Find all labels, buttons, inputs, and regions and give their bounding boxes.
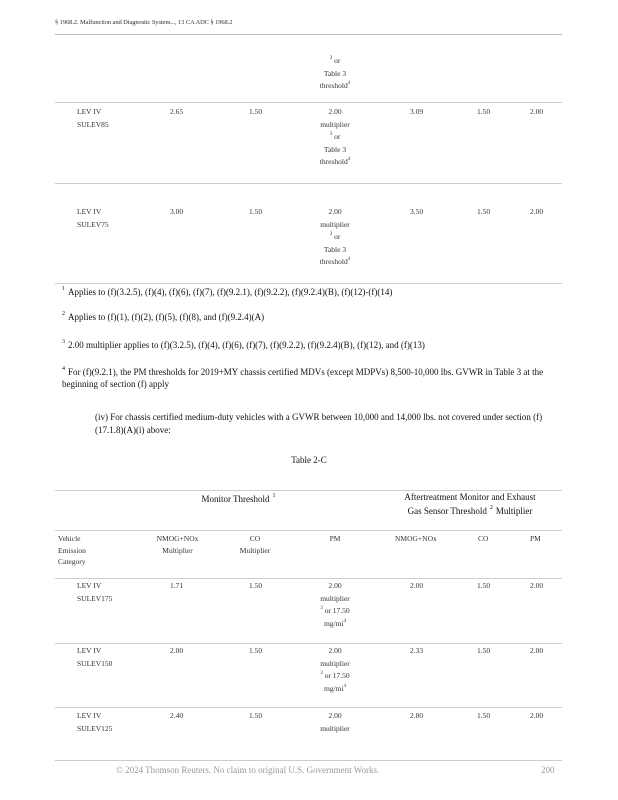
column-header-pm: PM: [329, 534, 341, 543]
row-divider: [55, 578, 562, 579]
table-bottom-divider: [55, 283, 562, 284]
co-value: 1.50: [249, 646, 263, 655]
aftertreatment-nmog-value: 2.80: [410, 711, 424, 720]
footnote-4: $^4$ For (f)(9.2.1), the PM thresholds for 2019+MY chassis certified MDVs (except MDPVs) 8,500-10,000 lbs. GVWR in Table 3 at the beginning of section (f) apply: [62, 366, 544, 389]
nmog-nox-value: 2.40: [170, 711, 184, 720]
aftertreatment-nmog-value: 2.00: [410, 581, 424, 590]
pm-cell: 2.00 multiplier: [320, 711, 350, 733]
category-cell: LEV IV SULEV75: [77, 207, 109, 229]
aftertreatment-pm-value: 2.00: [530, 711, 544, 720]
pm-cell-continued: $^3$ or Table 3 threshold$^4$: [319, 56, 351, 90]
row-divider: [55, 707, 562, 708]
nmog-nox-value: 2.65: [170, 107, 184, 116]
section-paragraph: (iv) For chassis certified medium-duty vehicles with a GVWR between 10,000 and 14,000 lbs. not covered under section (f)(17.1.8)(A)(i) above:: [95, 412, 543, 435]
row-divider: [55, 183, 562, 184]
table-title: Table 2-C: [291, 455, 327, 465]
pm-cell: 2.00 multiplier $^3$ or 17.50 $mg/mi^4$: [320, 646, 350, 693]
aftertreatment-nmog-value: 3.09: [410, 107, 424, 116]
aftertreatment-co-value: 1.50: [477, 711, 491, 720]
aftertreatment-header: Aftertreatment Monitor and Exhaust Gas Sensor Threshold $^2$ Multiplier: [404, 492, 536, 516]
co-value: 1.50: [249, 581, 263, 590]
category-cell: LEV IV SULEV150: [77, 646, 113, 668]
header-row-divider: [55, 530, 562, 531]
co-value: 1.50: [249, 711, 263, 720]
column-header-aftertreatment-co: CO: [478, 534, 489, 543]
nmog-nox-value: 3.00: [170, 207, 184, 216]
column-header-category: Vehicle Emission Category: [58, 534, 86, 566]
pm-cell: 2.00 multiplier $^3$ or 17.50 $mg/mi^4$: [320, 581, 350, 628]
column-header-aftertreatment-pm: PM: [530, 534, 541, 543]
aftertreatment-co-value: 1.50: [477, 646, 491, 655]
row-divider: [55, 102, 562, 103]
category-cell: LEV IV SULEV85: [77, 107, 109, 129]
nmog-nox-value: 2.00: [170, 646, 184, 655]
aftertreatment-nmog-value: 3.50: [410, 207, 424, 216]
co-value: 1.50: [249, 207, 263, 216]
category-cell: LEV IV SULEV125: [77, 711, 113, 733]
page-number: 200: [541, 765, 555, 775]
row-divider: [55, 643, 562, 644]
footnote-3: $^3$ 2.00 multiplier applies to (f)(3.2.5), (f)(4), (f)(6), (f)(7), (f)(9.2.2), (f)(9.2.4)(B), (f)(12), and (f)(13): [62, 339, 425, 350]
column-header-co: CO Multiplier: [239, 534, 271, 555]
aftertreatment-pm-value: 2.00: [530, 581, 544, 590]
aftertreatment-pm-value: 2.00: [530, 646, 544, 655]
column-header-aftertreatment-nmog: NMOG+NOx: [395, 534, 437, 543]
category-cell: LEV IV SULEV175: [77, 581, 113, 603]
footnote-1: $^1$ Applies to (f)(3.2.5), (f)(4), (f)(6), (f)(7), (f)(9.2.1), (f)(9.2.2), (f)(9.2.4)(B), (f)(12)-(f)(14): [62, 286, 393, 297]
copyright-notice: © 2024 Thomson Reuters. No claim to original U.S. Government Works.: [116, 765, 380, 775]
aftertreatment-co-value: 1.50: [477, 207, 491, 216]
footnote-2: $^2$ Applies to (f)(1), (f)(2), (f)(5), (f)(8), and (f)(9.2.4)(A): [62, 311, 265, 322]
pm-cell: 2.00 multiplier $^3$ or Table 3 threshold$^4$: [319, 207, 351, 266]
footer-divider: [55, 760, 562, 761]
aftertreatment-pm-value: 2.00: [530, 107, 544, 116]
running-header: § 1968.2. Malfunction and Diagnostic System..., 13 CA ADC § 1968.2: [55, 19, 233, 26]
aftertreatment-nmog-value: 2.33: [410, 646, 424, 655]
nmog-nox-value: 1.71: [170, 581, 184, 590]
aftertreatment-pm-value: 2.00: [530, 207, 544, 216]
aftertreatment-co-value: 1.50: [477, 107, 491, 116]
co-value: 1.50: [249, 107, 263, 116]
monitor-threshold-header: Monitor Threshold $^1$: [201, 493, 276, 504]
header-divider: [55, 34, 562, 35]
pm-cell: 2.00 multiplier $^3$ or Table 3 threshold$^4$: [319, 107, 351, 166]
aftertreatment-co-value: 1.50: [477, 581, 491, 590]
column-header-nmog-nox: NMOG+NOx Multiplier: [156, 534, 199, 555]
